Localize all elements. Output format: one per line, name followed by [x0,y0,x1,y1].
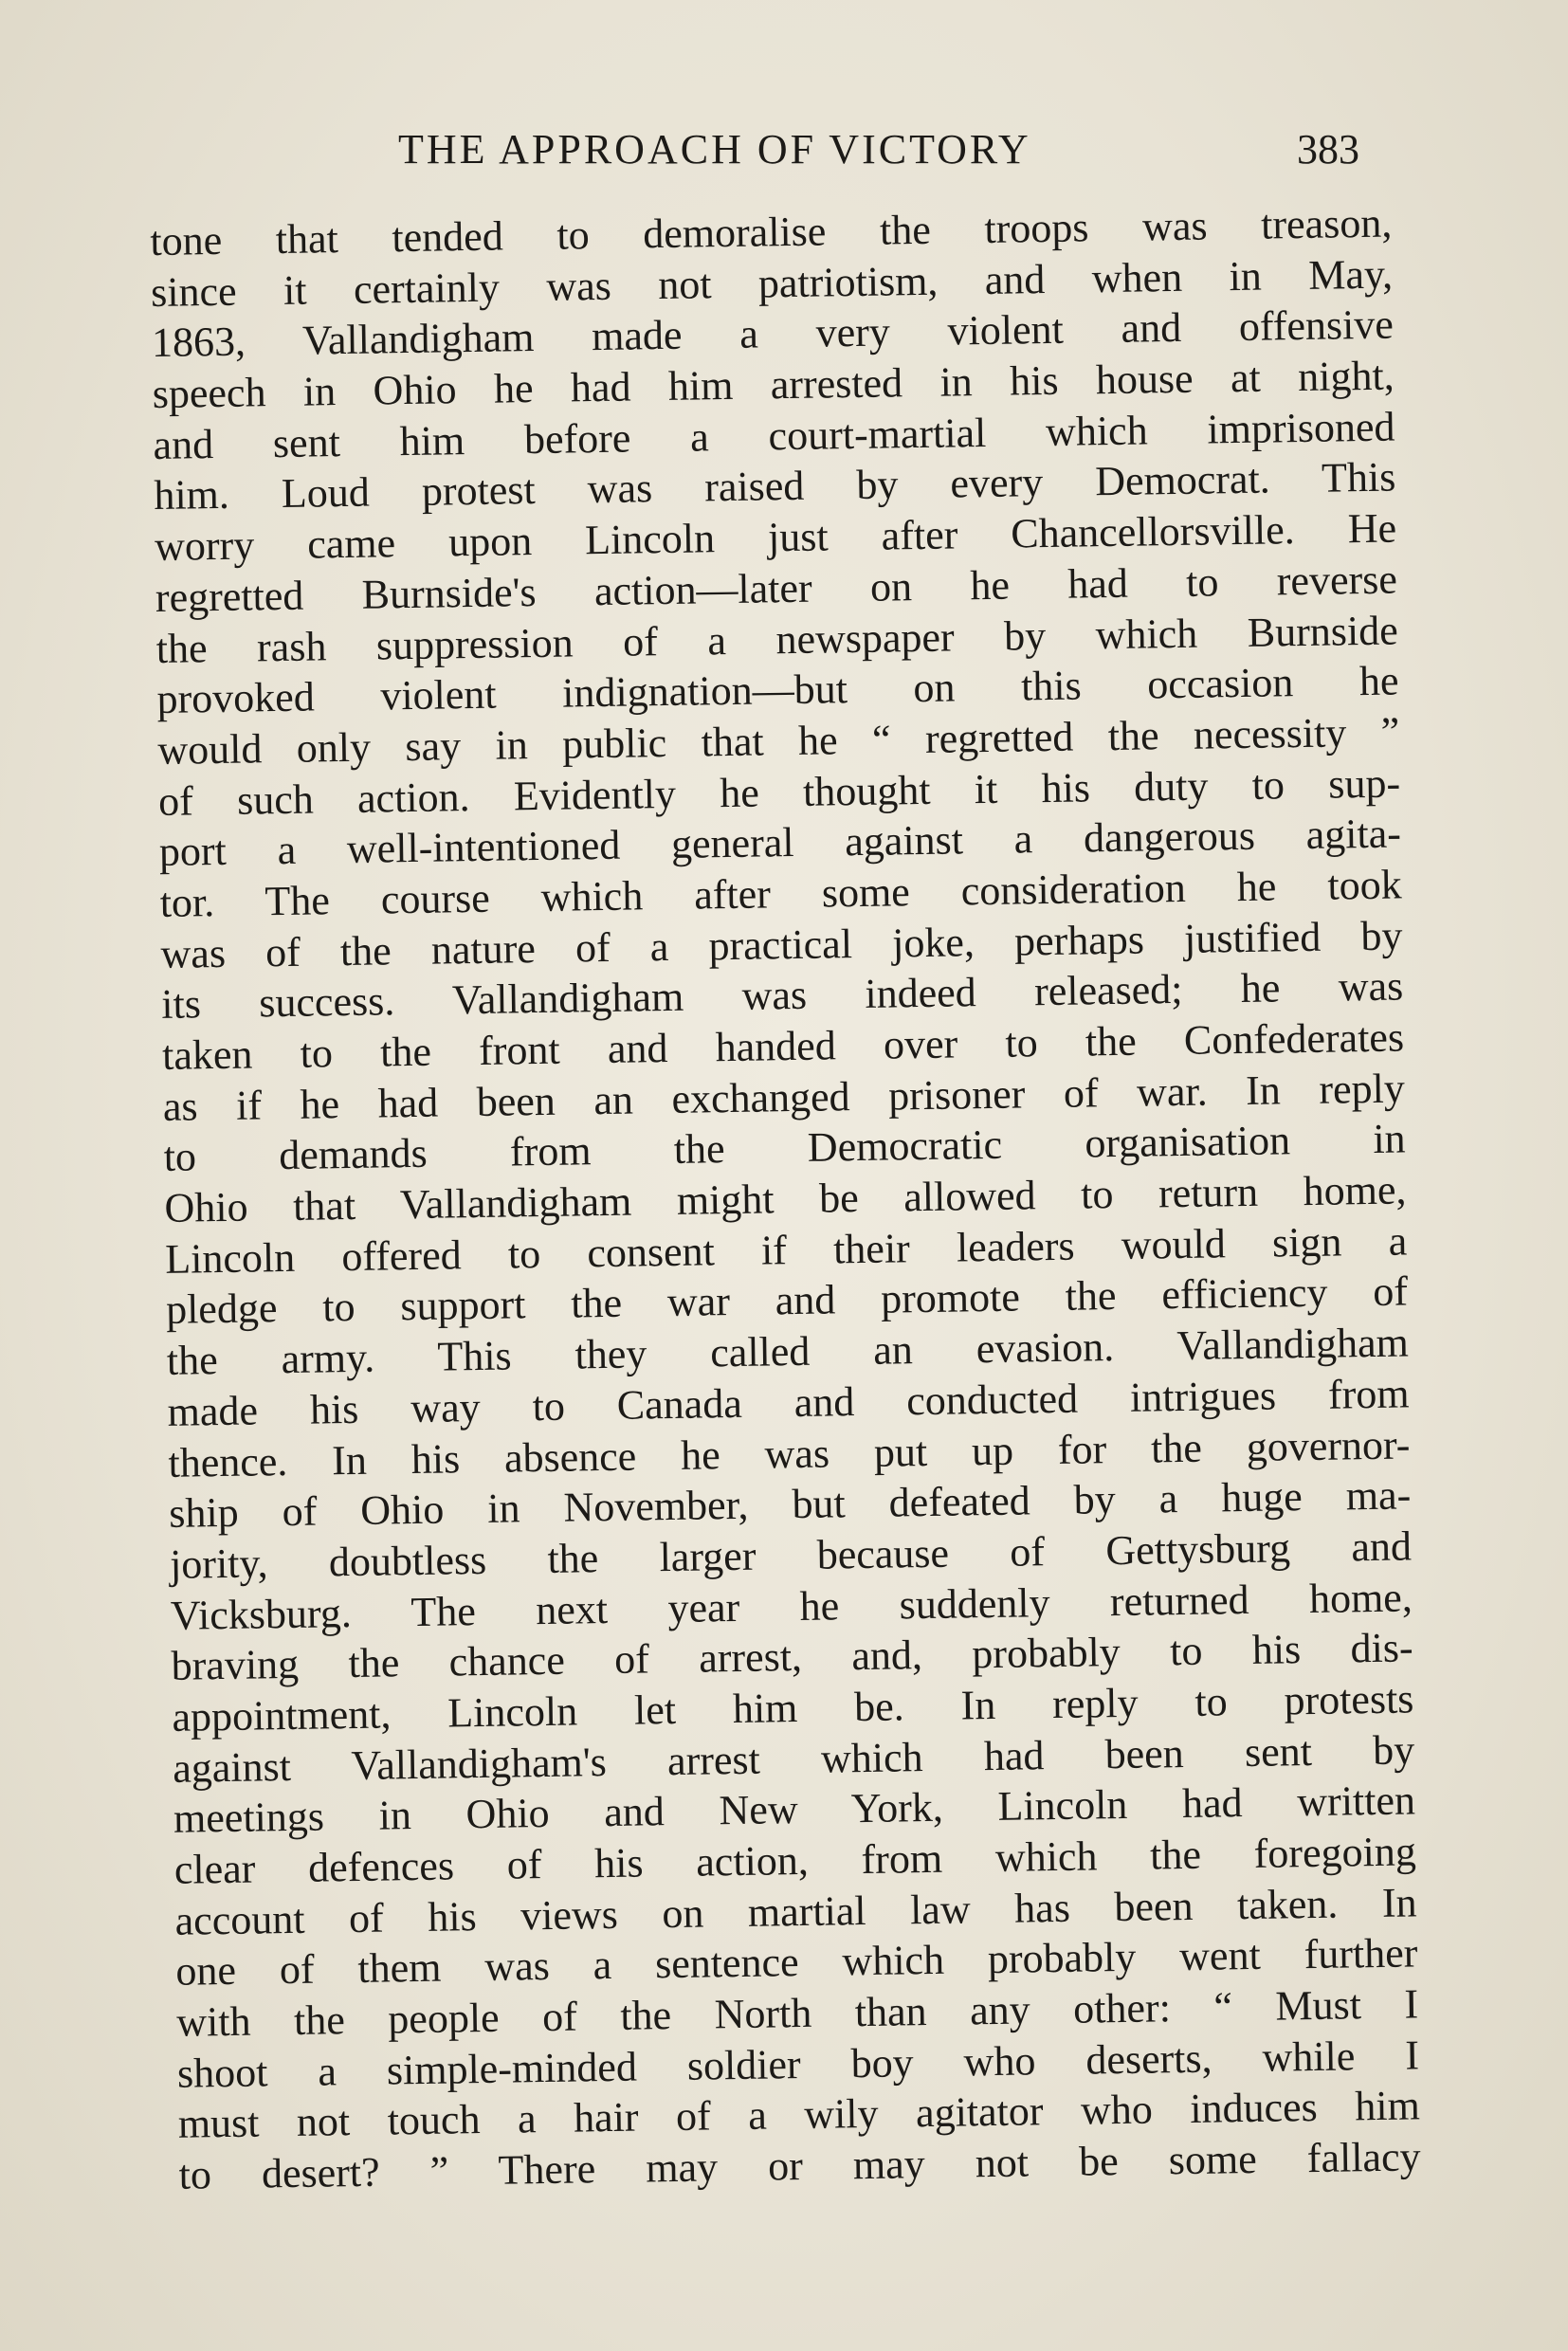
text-line: the rash suppression of a newspaper by which Burnside [155,607,1398,672]
text-line: would only say in public that he “ regretted the necessity ” [156,708,1400,774]
text-line: 1863, Vallandigham made a very violent and offensive [151,301,1395,367]
running-title: THE APPROACH OF VICTORY [398,126,1031,173]
text-line: one of them was a sentence which probably went further [175,1929,1418,1996]
text-line: was of the nature of a practical joke, perhaps justified by [160,912,1403,977]
text-line: of such action. Evidently he thought it his duty to sup- [157,759,1401,825]
text-line: braving the chance of arrest, and, probably to his dis- [171,1624,1413,1690]
text-line: pledge to support the war and promote the efficiency of [165,1267,1409,1334]
text-line: clear defences of his action, from which the foregoing [173,1828,1417,1893]
text-line: as if he had been an exchanged prisoner of war. In reply [162,1065,1406,1130]
text-line: taken to the front and handed over to the Confederates [161,1013,1405,1079]
text-line: him. Loud protest was raised by every Democrat. This [154,453,1396,519]
text-line: account of his views on martial law has been taken. In [174,1879,1417,1944]
text-line: must not touch a hair of a wily agitator who induces him [177,2082,1421,2148]
text-line: and sent him before a court-martial which imprisoned [153,403,1395,468]
running-head [142,125,1394,182]
text-line: since it certainly was not patriotism, and when in May, [150,250,1394,316]
text-line: its success. Vallandigham was indeed released; he was [160,962,1404,1029]
text-line: jority, doubtless the larger because of Gettysburg and [169,1522,1413,1588]
text-line: meetings in Ohio and New York, Lincoln had written [173,1777,1416,1843]
text-line: Ohio that Vallandigham might be allowed to return home, [164,1166,1407,1231]
text-line: against Vallandigham's arrest which had been sent by [172,1726,1415,1792]
page-number: 383 [1297,126,1359,173]
body-text [150,198,1421,2201]
text-line: Vicksburg. The next year he suddenly returned home, [170,1573,1413,1639]
text-line: ship of Ohio in November, but defeated by a huge ma- [168,1471,1412,1538]
text-line: tone that tended to demoralise the troops was treason, [150,199,1393,264]
text-line: worry came upon Lincoln just after Chancellorsville. He [154,504,1397,571]
text-line: port a well-intentioned general against a dangerous agita- [158,810,1402,876]
text-line: with the people of the North than any other: “ Must I [175,1980,1419,2046]
text-line: the army. This they called an evasion. Vallandigham [166,1319,1410,1384]
text-line: provoked violent indignation—but on this occasion he [156,657,1399,723]
text-line: shoot a simple-minded soldier boy who deserts, while I [176,2032,1420,2097]
text-line: thence. In his absence he was put up for the governor- [168,1420,1411,1486]
text-line: tor. The course which after some consideration he took [159,861,1402,926]
text-line: regretted Burnside's action—later on he had to reverse [155,556,1398,621]
text-line: appointment, Lincoln let him be. In reply to protests [172,1675,1414,1740]
text-line: speech in Ohio he had him arrested in his house at night, [152,352,1395,418]
text-line: Lincoln offered to consent if their leaders would sign a [164,1217,1408,1283]
text-line: to demands from the Democratic organisation in [163,1115,1406,1181]
text-line: to desert? ” There may or may not be some fallacy [178,2133,1421,2198]
text-line: made his way to Canada and conducted intrigues from [167,1370,1410,1435]
